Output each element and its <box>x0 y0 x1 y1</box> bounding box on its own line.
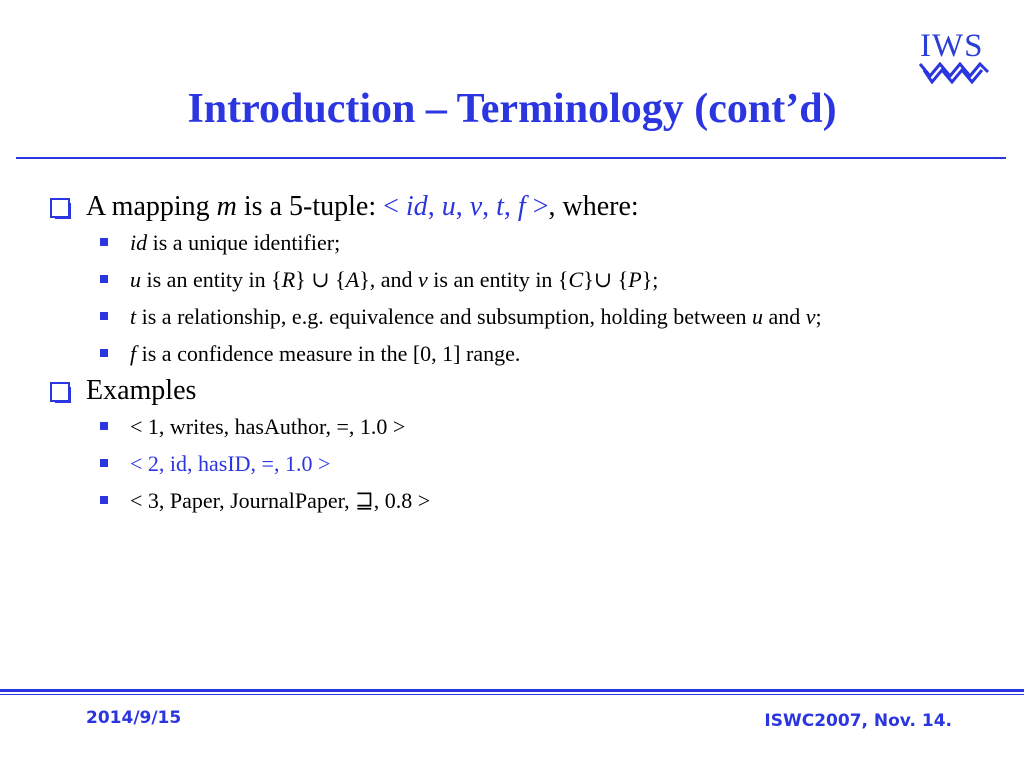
checkbox-bullet-icon <box>50 382 70 402</box>
subitem-id: id is a unique identifier; <box>46 228 986 257</box>
example-item: < 2, id, hasID, =, 1.0 > <box>46 449 986 478</box>
example-item: < 1, writes, hasAuthor, =, 1.0 > <box>46 412 986 441</box>
square-bullet-icon <box>100 312 108 320</box>
subitem-u: u is an entity in {R} ∪ {A}, and v is an entity in {C}∪ {P}; <box>46 265 986 294</box>
title-divider <box>16 157 1006 159</box>
checkbox-bullet-icon <box>50 198 70 218</box>
footer-divider-thin <box>0 694 1024 695</box>
subitem-t: t is a relationship, e.g. equivalence and subsumption, holding between u and v; <box>46 302 986 331</box>
bullet-examples: Examples <box>46 374 986 408</box>
footer-divider <box>0 689 1024 692</box>
example-item: < 3, Paper, JournalPaper, ⊒, 0.8 > <box>46 486 986 515</box>
square-bullet-icon <box>100 422 108 430</box>
footer-venue: ISWC2007, Nov. 14. <box>764 711 952 731</box>
square-bullet-icon <box>100 349 108 357</box>
footer-date: 2014/9/15 <box>86 708 182 728</box>
tuple-notation: < id, u, v, t, f > <box>383 191 549 222</box>
subitem-f: f is a confidence measure in the [0, 1] range. <box>46 339 986 368</box>
logo-wave-icon <box>916 62 992 84</box>
slide-title: Introduction – Terminology (cont’d) <box>187 86 837 132</box>
logo-text: IWS <box>920 28 984 64</box>
square-bullet-icon <box>100 238 108 246</box>
square-bullet-icon <box>100 275 108 283</box>
bullet-mapping: A mapping m is a 5-tuple: < id, u, v, t, f >, where: <box>46 190 986 224</box>
slide-content <box>46 190 986 515</box>
square-bullet-icon <box>100 496 108 504</box>
iws-logo <box>916 30 994 86</box>
square-bullet-icon <box>100 459 108 467</box>
